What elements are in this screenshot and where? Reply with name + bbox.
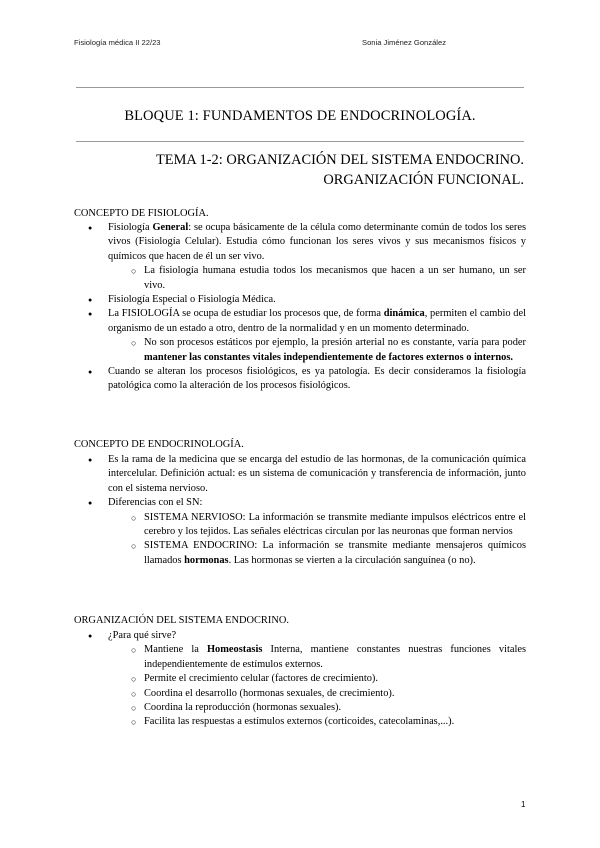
divider-top bbox=[76, 87, 524, 88]
section-heading-fisiologia: CONCEPTO DE FISIOLOGÍA. bbox=[74, 208, 209, 219]
divider-bottom bbox=[76, 141, 524, 142]
sub-list-item: ○ SISTEMA ENDOCRINO: La información se transmite mediante mensajeros químicos llamados hormonas. Las hormonas se vierten a la circulación sanguínea (o no). bbox=[74, 539, 526, 568]
list-item: ● Diferencias con el SN: bbox=[74, 496, 526, 510]
header-left: Fisiología médica II 22/23 bbox=[74, 38, 161, 47]
list-item: ● Es la rama de la medicina que se encarga del estudio de las hormonas, de la comunicación química intercelular. Definición actual: es un sistema de comunicación y transferencia de información, junto con el sistema nervioso. bbox=[74, 453, 526, 496]
sub-list-item: ○ La fisiología humana estudia todos los mecanismos que hacen a un ser humano, un ser vivo. bbox=[74, 264, 526, 293]
sub-list-item: ○ Coordina el desarrollo (hormonas sexuales, de crecimiento). bbox=[74, 687, 526, 701]
sub-list-item: ○ No son procesos estáticos por ejemplo, la presión arterial no es constante, varía para poder mantener las constantes vitales independientemente de factores externos o internos. bbox=[74, 336, 526, 365]
sub-list-item: ○ Permite el crecimiento celular (factores de crecimiento). bbox=[74, 672, 526, 686]
tema-title bbox=[156, 150, 524, 190]
tema-line-1: TEMA 1-2: ORGANIZACIÓN DEL SISTEMA ENDOCRINO. bbox=[155, 152, 524, 168]
list-item: ● ¿Para qué sirve? bbox=[74, 629, 526, 643]
section-list-fisiologia bbox=[74, 221, 526, 394]
sub-list-item: ○ Coordina la reproducción (hormonas sexuales). bbox=[74, 701, 526, 715]
tema-line-2: ORGANIZACIÓN FUNCIONAL. bbox=[323, 172, 524, 188]
list-item: ● Fisiología General: se ocupa básicamente de la célula como determinante común de todos los seres vivos (Fisiología Celular). Estudia cómo funcionan los seres vivos y sus mecanismos físicos y químicos que hacen de él un ser vivo. bbox=[74, 221, 526, 264]
list-item: ● Cuando se alteran los procesos fisiológicos, es ya patología. Es decir consideramos la fisiología patológica como la alteración de los procesos fisiológicos. bbox=[74, 365, 526, 394]
list-item: ● Fisiología Especial o Fisiología Médica. bbox=[74, 293, 526, 307]
bloque-title: BLOQUE 1: FUNDAMENTOS DE ENDOCRINOLOGÍA. bbox=[124, 108, 476, 124]
section-list-endocrinologia bbox=[74, 453, 526, 568]
sub-list-item: ○ Facilita las respuestas a estímulos externos (corticoides, catecolaminas,...). bbox=[74, 715, 526, 729]
section-heading-organizacion: ORGANIZACIÓN DEL SISTEMA ENDOCRINO. bbox=[74, 615, 289, 626]
section-list-organizacion bbox=[74, 629, 526, 730]
sub-list-item: ○ SISTEMA NERVIOSO: La información se transmite mediante impulsos eléctricos entre el cerebro y los tejidos. Las señales eléctricas circulan por las neuronas que forman nervios bbox=[74, 511, 526, 540]
list-item: ● La FISIOLOGÍA se ocupa de estudiar los procesos que, de forma dinámica, permiten el cambio del organismo de un estado a otro, dentro de la normalidad y en un momento determinado. bbox=[74, 307, 526, 336]
sub-list-item: ○ Mantiene la Homeostasis Interna, mantiene constantes nuestras funciones vitales independientemente de estímulos externos. bbox=[74, 643, 526, 672]
section-heading-endocrinologia: CONCEPTO DE ENDOCRINOLOGÍA. bbox=[74, 439, 244, 450]
header-right: Sonia Jiménez González bbox=[362, 38, 446, 47]
page-number: 1 bbox=[521, 800, 526, 809]
